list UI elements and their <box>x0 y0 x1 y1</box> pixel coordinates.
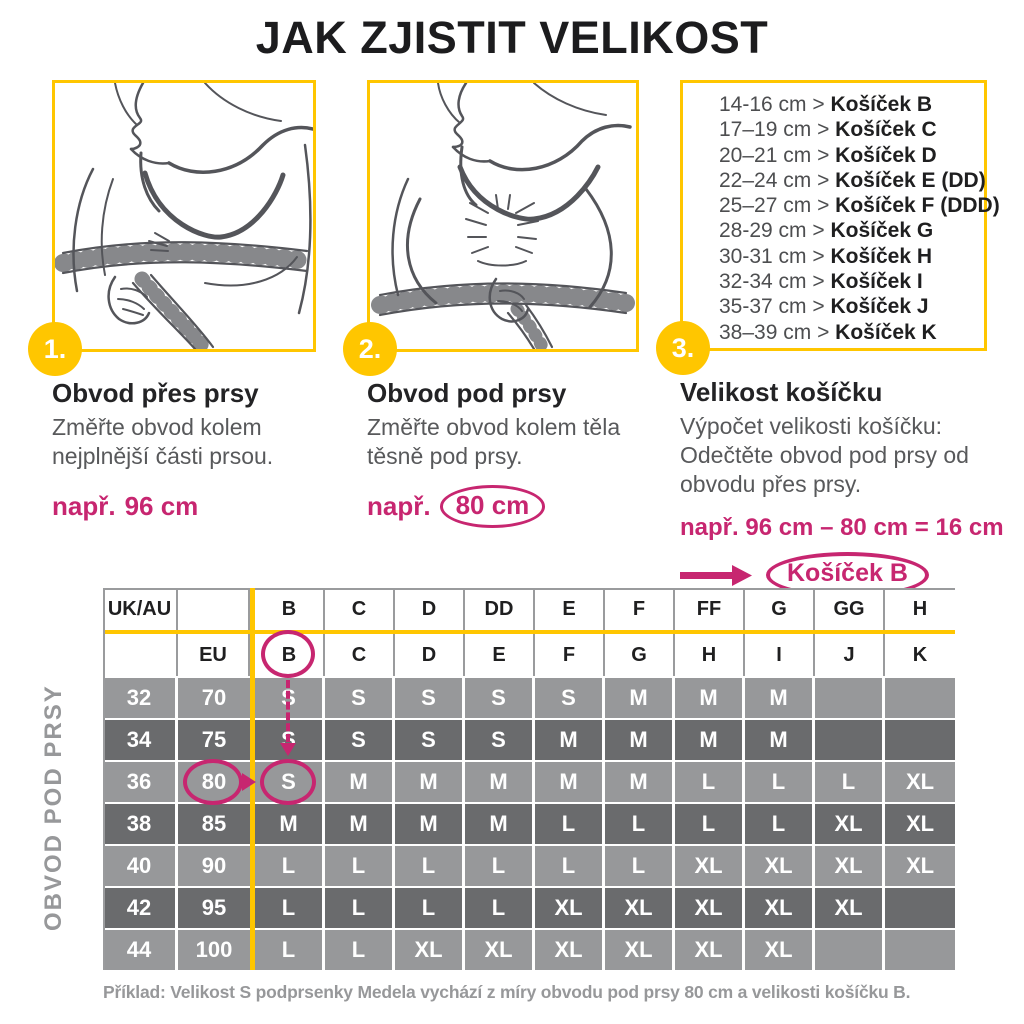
bra-size-cell: L <box>325 846 395 886</box>
bra-size-cell: L <box>465 888 535 928</box>
cup-range: 17–19 cm <box>719 118 818 142</box>
cup-chart-item <box>719 320 984 345</box>
bra-size-cell <box>815 678 885 718</box>
cup-range: 38–39 cm <box>719 320 818 344</box>
eu-cup-header-cell: J <box>815 634 885 676</box>
bra-size-cell: S <box>325 720 395 760</box>
example-prefix: např. <box>52 490 116 521</box>
cup-range: 32-34 cm <box>719 270 813 294</box>
cup-chart-item <box>719 244 984 269</box>
bra-size-cell: S <box>465 720 535 760</box>
uk-cup-header-cell: DD <box>465 588 535 630</box>
bra-size-cell: XL <box>885 846 955 886</box>
eu-size-cell: 100 <box>178 930 250 970</box>
cup-name: Košíček F (DDD) <box>835 194 1000 218</box>
uk-cup-header-cell: G <box>745 588 815 630</box>
arrow-right-icon <box>680 563 752 588</box>
size-row-38 <box>103 804 955 844</box>
bra-size-cell: M <box>605 678 675 718</box>
uk-cup-header-cell: E <box>535 588 605 630</box>
size-row-34 <box>103 720 955 760</box>
cup-chart-item <box>719 143 984 168</box>
illustration-measure-over-bust <box>43 80 316 364</box>
step-2-heading: Obvod pod prsy <box>367 378 567 408</box>
bra-size-cell <box>885 930 955 970</box>
size-table-area <box>103 588 955 970</box>
cup-separator: > <box>817 118 836 142</box>
bra-size-cell: M <box>255 804 325 844</box>
size-row-44 <box>103 930 955 970</box>
cup-separator: > <box>817 320 836 344</box>
bra-size-cell: M <box>605 720 675 760</box>
eu-cup-header-cell: I <box>745 634 815 676</box>
step-2-badge: 2. <box>343 322 397 376</box>
cup-chart-item <box>719 117 984 142</box>
bra-size-cell <box>885 720 955 760</box>
cup-chart-item <box>719 193 1000 218</box>
cup-name: Košíček E (DD) <box>835 168 986 192</box>
bra-size-cell: L <box>325 888 395 928</box>
bra-size-cell: XL <box>465 930 535 970</box>
ukau-size-cell: 44 <box>103 930 178 970</box>
cup-range: 30-31 cm <box>719 244 813 268</box>
bra-size-cell: XL <box>675 930 745 970</box>
eu-cup-header-cell: D <box>395 634 465 676</box>
eu-size-cell: 95 <box>178 888 250 928</box>
circled-size-s-highlight <box>260 759 316 805</box>
bra-size-cell: M <box>325 762 395 802</box>
cup-chart-item <box>719 269 984 294</box>
cup-range: 22–24 cm <box>719 168 818 192</box>
bra-size-cell: XL <box>605 930 675 970</box>
uk-cup-header-cell: D <box>395 588 465 630</box>
step-3-formula: např. 96 cm – 80 cm = 16 cm <box>680 514 1004 542</box>
page-title: JAK ZJISTIT VELIKOST <box>255 12 769 63</box>
empty-header-cell <box>178 588 250 630</box>
cup-range: 35-37 cm <box>719 295 813 319</box>
bra-size-cell: S <box>255 762 325 802</box>
cup-range: 20–21 cm <box>719 143 818 167</box>
cup-size-chart <box>671 80 1000 363</box>
bra-size-cell: XL <box>815 846 885 886</box>
bra-size-cell: XL <box>605 888 675 928</box>
example-value: 96 cm <box>124 490 199 521</box>
uk-cup-header-cell: F <box>605 588 675 630</box>
bra-size-cell <box>815 720 885 760</box>
size-row-40 <box>103 846 955 886</box>
ukau-size-cell: 34 <box>103 720 178 760</box>
measure-over-bust-drawing <box>55 83 313 349</box>
ukau-size-cell: 38 <box>103 804 178 844</box>
uk-cup-header-cell: B <box>255 588 325 630</box>
measure-under-bust-drawing <box>370 83 636 349</box>
bra-size-cell: L <box>535 846 605 886</box>
bra-size-cell: S <box>535 678 605 718</box>
cup-separator: > <box>812 219 831 243</box>
bra-size-cell: M <box>605 762 675 802</box>
bra-size-cell: L <box>675 804 745 844</box>
bra-size-cell: L <box>605 804 675 844</box>
size-row-32 <box>103 678 955 718</box>
cup-separator: > <box>817 168 836 192</box>
yellow-header-divider <box>103 630 955 634</box>
bra-size-cell: XL <box>885 762 955 802</box>
ukau-size-cell: 42 <box>103 888 178 928</box>
ukau-size-cell: 36 <box>103 762 178 802</box>
bra-size-cell: XL <box>535 888 605 928</box>
size-row-42 <box>103 888 955 928</box>
cup-name: Košíček I <box>830 270 923 294</box>
cup-name: Košíček G <box>830 219 934 243</box>
bra-size-cell: L <box>605 846 675 886</box>
circled-example-value: 80 cm <box>440 485 546 528</box>
cup-size-chart-list <box>719 92 1000 345</box>
bra-size-cell: XL <box>395 930 465 970</box>
bra-size-cell: XL <box>745 888 815 928</box>
bra-size-cell: L <box>675 762 745 802</box>
table-header-eu-row <box>103 634 955 676</box>
bra-size-cell: S <box>255 720 325 760</box>
bra-size-cell: M <box>745 720 815 760</box>
cup-range: 14-16 cm <box>719 93 813 116</box>
cup-separator: > <box>812 93 831 116</box>
bra-size-cell: S <box>465 678 535 718</box>
cup-separator: > <box>812 244 831 268</box>
step-3-badge: 3. <box>656 321 710 375</box>
bra-size-cell <box>815 930 885 970</box>
bra-size-cell: XL <box>675 888 745 928</box>
table-top-border <box>103 588 955 590</box>
bra-size-cell <box>885 888 955 928</box>
bra-size-cell: L <box>255 930 325 970</box>
bra-size-cell: M <box>465 804 535 844</box>
bra-size-cell: XL <box>885 804 955 844</box>
step-1 <box>43 80 316 522</box>
cup-name: Košíček H <box>830 244 933 268</box>
bra-size-cell: L <box>325 930 395 970</box>
bra-size-cell: S <box>325 678 395 718</box>
bra-size-cell: XL <box>745 846 815 886</box>
bra-size-cell: M <box>535 762 605 802</box>
eu-cup-header-cell: C <box>325 634 395 676</box>
cup-name: Košíček J <box>830 295 929 319</box>
bra-size-cell: L <box>815 762 885 802</box>
eu-size-cell: 75 <box>178 720 250 760</box>
eu-cup-header-cell: F <box>535 634 605 676</box>
bra-size-cell <box>885 678 955 718</box>
ukau-size-cell: 32 <box>103 678 178 718</box>
circled-80-highlight <box>183 759 243 805</box>
eu-size-cell: 85 <box>178 804 250 844</box>
bra-size-cell: M <box>325 804 395 844</box>
bra-size-cell: S <box>395 720 465 760</box>
table-header-ukau-row <box>103 588 955 630</box>
eu-size-cell: 80 <box>178 762 250 802</box>
cup-name: Košíček B <box>830 93 933 116</box>
dashed-trace-line <box>286 680 290 742</box>
cup-chart-item <box>719 294 984 319</box>
bra-size-cell: M <box>465 762 535 802</box>
bra-size-cell: XL <box>815 804 885 844</box>
bra-size-cell: M <box>675 678 745 718</box>
bra-size-cell: L <box>395 846 465 886</box>
step-3 <box>671 80 1014 598</box>
step-1-badge: 1. <box>28 322 82 376</box>
bra-size-cell: XL <box>815 888 885 928</box>
bra-size-cell: L <box>255 846 325 886</box>
step-2-text: Změřte obvod kolem těla těsně pod prsy. <box>367 414 621 469</box>
bra-size-cell: M <box>535 720 605 760</box>
step-2 <box>358 80 639 528</box>
bra-size-cell: S <box>395 678 465 718</box>
eu-cup-header-cell: H <box>675 634 745 676</box>
step-1-heading: Obvod přes prsy <box>52 378 259 408</box>
eu-label-cell: EU <box>178 634 250 676</box>
bra-size-cell: XL <box>675 846 745 886</box>
step-1-example <box>52 491 316 522</box>
eu-cup-header-cell: K <box>885 634 955 676</box>
step-3-heading: Velikost košíčku <box>680 377 883 407</box>
cup-chart-item <box>719 92 984 117</box>
eu-size-cell: 70 <box>178 678 250 718</box>
result-cup-label: Košíček B <box>766 552 929 598</box>
example-caption: Příklad: Velikost S podprsenky Medela vychází z míry obvodu pod prsy 80 cm a velikosti košíčku B. <box>103 982 911 1002</box>
cup-chart-item <box>719 168 984 193</box>
step-1-text: Změřte obvod kolem nejplnější části prsou. <box>52 414 274 469</box>
row-arrow-icon <box>242 773 256 791</box>
cup-name: Košíček K <box>835 320 937 344</box>
eu-cup-header-cell: G <box>605 634 675 676</box>
ukau-size-cell: 40 <box>103 846 178 886</box>
eu-cup-header-cell: B <box>255 634 325 676</box>
bra-size-cell: XL <box>745 930 815 970</box>
bra-size-cell: S <box>255 678 325 718</box>
bra-size-cell: XL <box>535 930 605 970</box>
bra-size-cell: L <box>255 888 325 928</box>
uk-cup-header-cell: FF <box>675 588 745 630</box>
cup-separator: > <box>812 295 831 319</box>
cup-chart-item <box>719 218 984 243</box>
bra-size-cell: M <box>395 762 465 802</box>
cup-range: 28-29 cm <box>719 219 813 243</box>
cup-name: Košíček C <box>835 118 937 142</box>
uk-cup-header-cell: GG <box>815 588 885 630</box>
empty-header-cell <box>103 634 178 676</box>
ukau-label-cell: UK/AU <box>103 588 178 630</box>
bra-size-cell: M <box>745 678 815 718</box>
table-left-border <box>103 588 105 970</box>
cup-range: 25–27 cm <box>719 194 818 218</box>
cup-separator: > <box>817 143 836 167</box>
underbust-axis-label: OBVOD POD PRSY <box>40 684 67 932</box>
step-3-text: Výpočet velikosti košíčku: Odečtěte obvod pod prsy od obvodu přes prsy. <box>680 413 969 497</box>
example-prefix: např. <box>367 490 431 521</box>
cup-separator: > <box>812 270 831 294</box>
illustration-measure-under-bust <box>358 80 639 364</box>
bra-size-cell: L <box>745 804 815 844</box>
uk-cup-header-cell: H <box>885 588 955 630</box>
dashed-trace-arrowhead-icon <box>280 743 296 756</box>
uk-cup-header-cell: C <box>325 588 395 630</box>
eu-size-cell: 90 <box>178 846 250 886</box>
circled-cup-b-highlight <box>261 630 315 678</box>
eu-cup-header-cell: E <box>465 634 535 676</box>
bra-size-cell: M <box>675 720 745 760</box>
bra-size-cell: M <box>395 804 465 844</box>
cup-separator: > <box>817 194 836 218</box>
bra-size-cell: L <box>465 846 535 886</box>
cup-name: Košíček D <box>835 143 937 167</box>
bra-size-cell: L <box>535 804 605 844</box>
bra-size-cell: L <box>745 762 815 802</box>
step-2-example <box>367 485 639 528</box>
bra-size-cell: L <box>395 888 465 928</box>
